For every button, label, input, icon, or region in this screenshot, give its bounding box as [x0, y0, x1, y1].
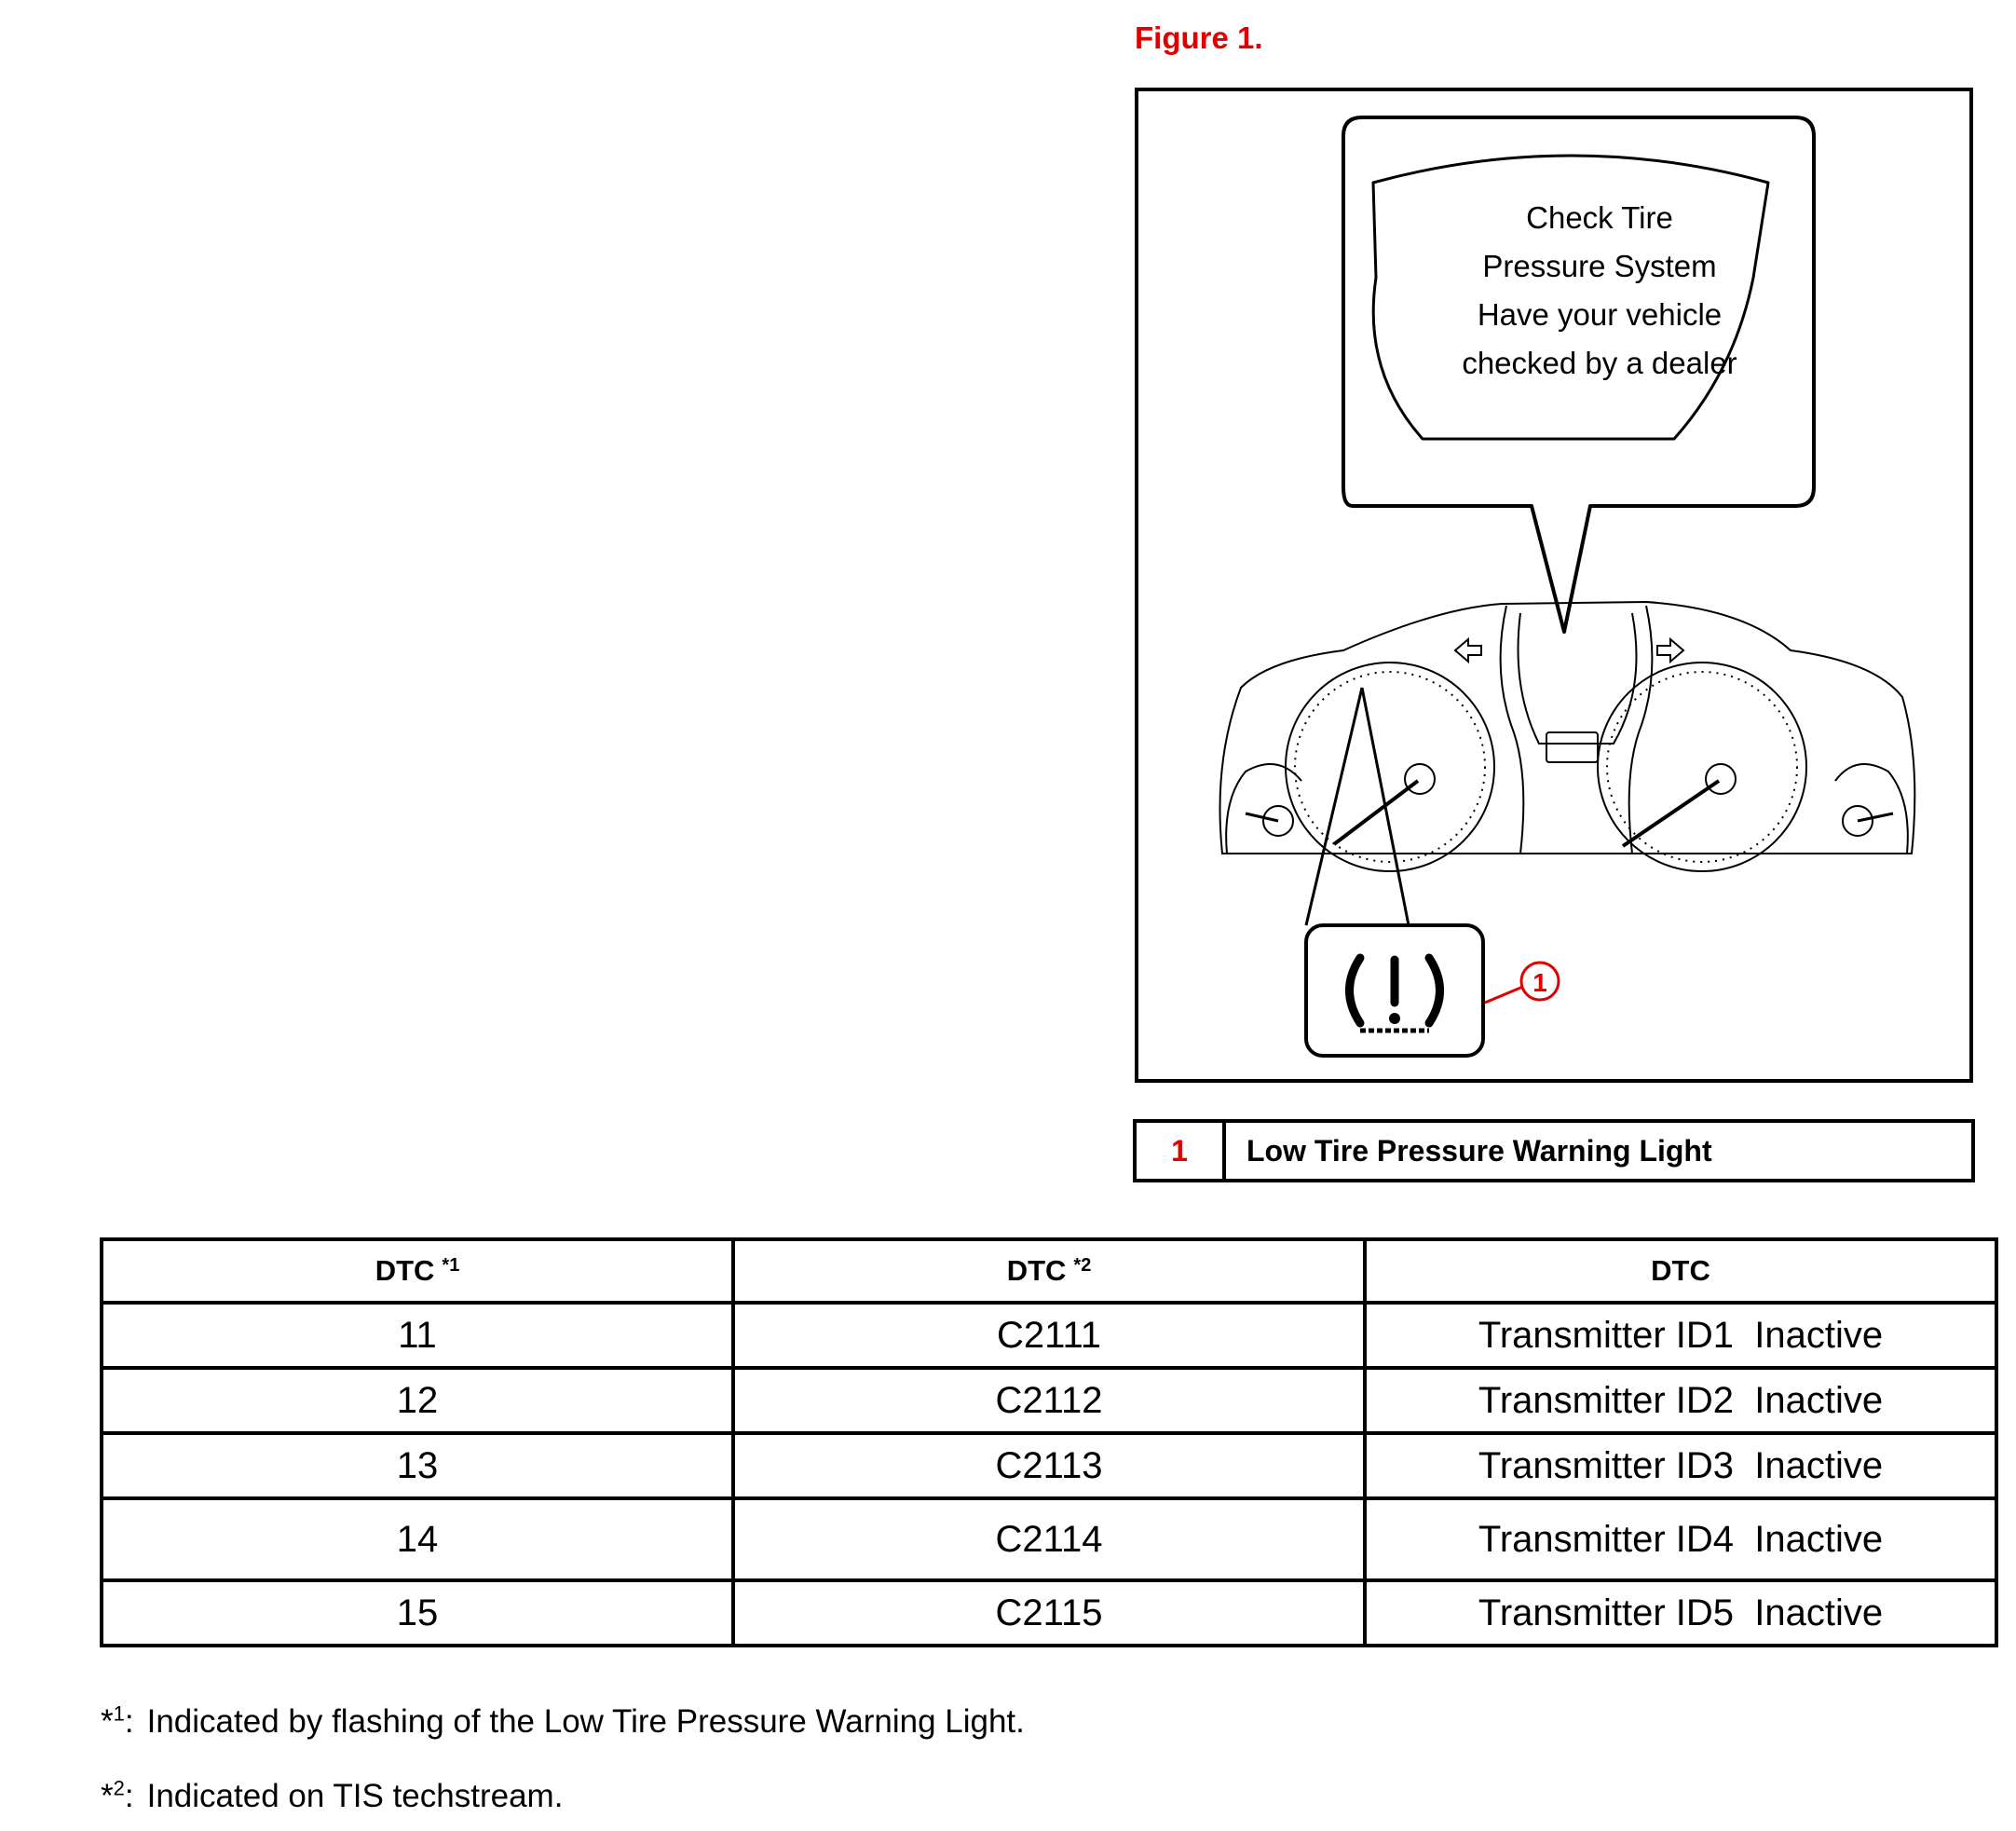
- instrument-cluster: [1220, 602, 1915, 925]
- table-cell: 15: [102, 1580, 733, 1646]
- callout-line: Have your vehicle: [1477, 297, 1723, 332]
- figure-illustration: [1135, 88, 1973, 1083]
- footnote-2: *$^2$: Indicated on TIS techstream.: [101, 1776, 564, 1814]
- table-row: [102, 1303, 1996, 1368]
- callout-number-text: 1: [1532, 968, 1547, 997]
- table-cell: Transmitter ID1 Inactive: [1365, 1303, 1996, 1368]
- callout-line: Check Tire: [1526, 200, 1673, 235]
- table-cell: Transmitter ID3 Inactive: [1365, 1433, 1996, 1498]
- table-row: [102, 1433, 1996, 1498]
- table-row: [102, 1580, 1996, 1646]
- table-cell: Transmitter ID2 Inactive: [1365, 1368, 1996, 1433]
- column-header-dtc-1: DTC $^{*1}$: [102, 1239, 733, 1303]
- low-tire-pressure-warning-icon: [1306, 925, 1483, 1056]
- table-cell: C2115: [733, 1580, 1365, 1646]
- table-cell: Transmitter ID4 Inactive: [1365, 1498, 1996, 1580]
- table-cell: 14: [102, 1498, 733, 1580]
- legend-number: 1: [1137, 1123, 1226, 1179]
- callout-line: checked by a dealer: [1462, 346, 1737, 380]
- table-row: [102, 1498, 1996, 1580]
- table-cell: C2113: [733, 1433, 1365, 1498]
- column-header-dtc-description: DTC: [1365, 1239, 1996, 1303]
- table-header-row: [102, 1239, 1996, 1303]
- footnote-1: *$^1$: Indicated by flashing of the Low Tire Pressure Warning Light.: [101, 1701, 1025, 1740]
- callout-line: Pressure System: [1482, 249, 1717, 283]
- table-cell: 12: [102, 1368, 733, 1433]
- column-header-dtc-2: DTC $^{*2}$: [733, 1239, 1365, 1303]
- table-cell: C2111: [733, 1303, 1365, 1368]
- callout-message: [1409, 194, 1791, 388]
- callout-number-1: [1485, 963, 1559, 1003]
- table-cell: 13: [102, 1433, 733, 1498]
- table-cell: Transmitter ID5 Inactive: [1365, 1580, 1996, 1646]
- dtc-table: [100, 1237, 1998, 1647]
- legend-label: Low Tire Pressure Warning Light: [1246, 1133, 1712, 1168]
- figure-legend: [1133, 1119, 1975, 1182]
- table-cell: C2112: [733, 1368, 1365, 1433]
- figure-title: Figure 1.: [1135, 20, 1263, 55]
- table-cell: 11: [102, 1303, 733, 1368]
- table-row: [102, 1368, 1996, 1433]
- table-cell: C2114: [733, 1498, 1365, 1580]
